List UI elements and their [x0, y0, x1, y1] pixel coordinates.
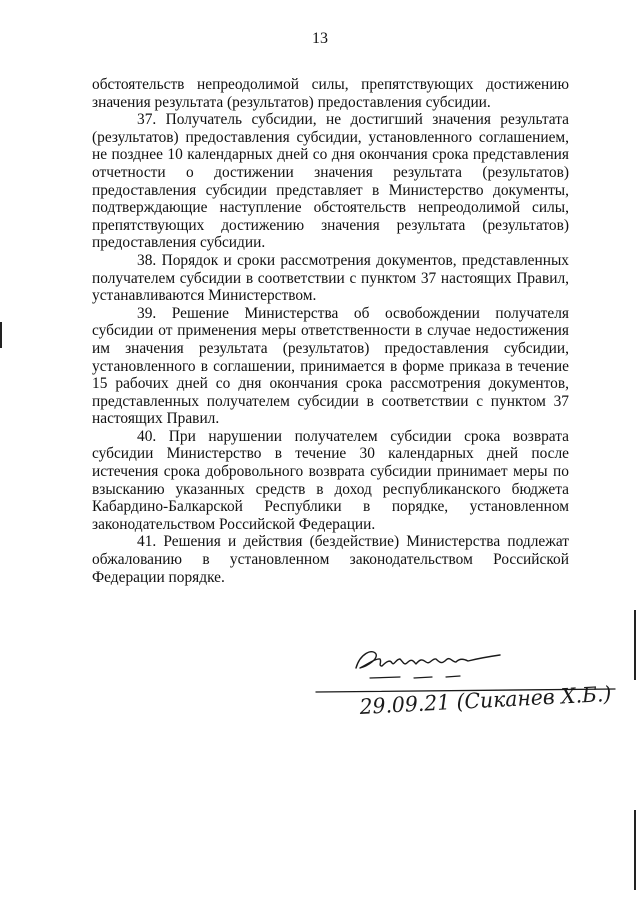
- handwritten-signature: [310, 628, 630, 728]
- document-body: [92, 76, 569, 586]
- scan-edge-mark-right-lower: [634, 810, 636, 890]
- paragraph-40: 40. При нарушении получателем субсидии срока возврата субсидии Министерство в течение 30 календарных дней после истечения срока добровольного возврата субсидии принимает меры по взысканию указанных средств в доход республиканского бюджета Кабардино-Балкарской Республики в порядке, установленном законодательством Российской Федерации.: [92, 427, 569, 533]
- signature-underline-dash-2: [446, 676, 460, 677]
- paragraph-36-continuation: обстоятельств непреодолимой силы, препятствующих достижению значения результата (результатов) предоставления субсидии.: [92, 76, 569, 111]
- scan-edge-mark-right-upper: [634, 610, 636, 680]
- signature-scribble: [356, 652, 500, 668]
- handwritten-date-note: 29.09.21 (Сиканев Х.Б.): [359, 681, 621, 719]
- page-number: 13: [312, 30, 328, 47]
- paragraph-38: 38. Порядок и сроки рассмотрения документов, представленных получателем субсидии в соответствии с пунктом 37 настоящих Правил, устанавливаются Министерством.: [92, 251, 569, 305]
- paragraph-37: 37. Получатель субсидии, не достигший значения результата (результатов) предоставления субсидии, установленного соглашением, не позднее 10 календарных дней со дня окончания срока представления отчетности о достижении значения результата (результатов) предоставления субсидии представляет в Министерство документы, подтверждающие наступление обстоятельств непреодолимой силы, препятствующих достижению значения результата (результатов) предоставления субсидии.: [92, 111, 569, 252]
- paragraph-41: 41. Решения и действия (бездействие) Министерства подлежат обжалованию в установленном законодательством Российской Федерации порядке.: [92, 533, 569, 586]
- signature-underline-short: [370, 677, 400, 678]
- scan-edge-mark-left: [0, 322, 2, 348]
- paragraph-39: 39. Решение Министерства об освобождении получателя субсидии от применения меры ответственности в случае недостижения им значения результата (результатов) предоставления субсидии, установленного в соглашении, принимается в форме приказа в течение 15 рабочих дней со дня окончания срока рассмотрения документов, представленных получателем субсидии в соответствии с пунктом 37 настоящих Правил.: [92, 304, 569, 428]
- signature-underline-dash: [414, 677, 432, 678]
